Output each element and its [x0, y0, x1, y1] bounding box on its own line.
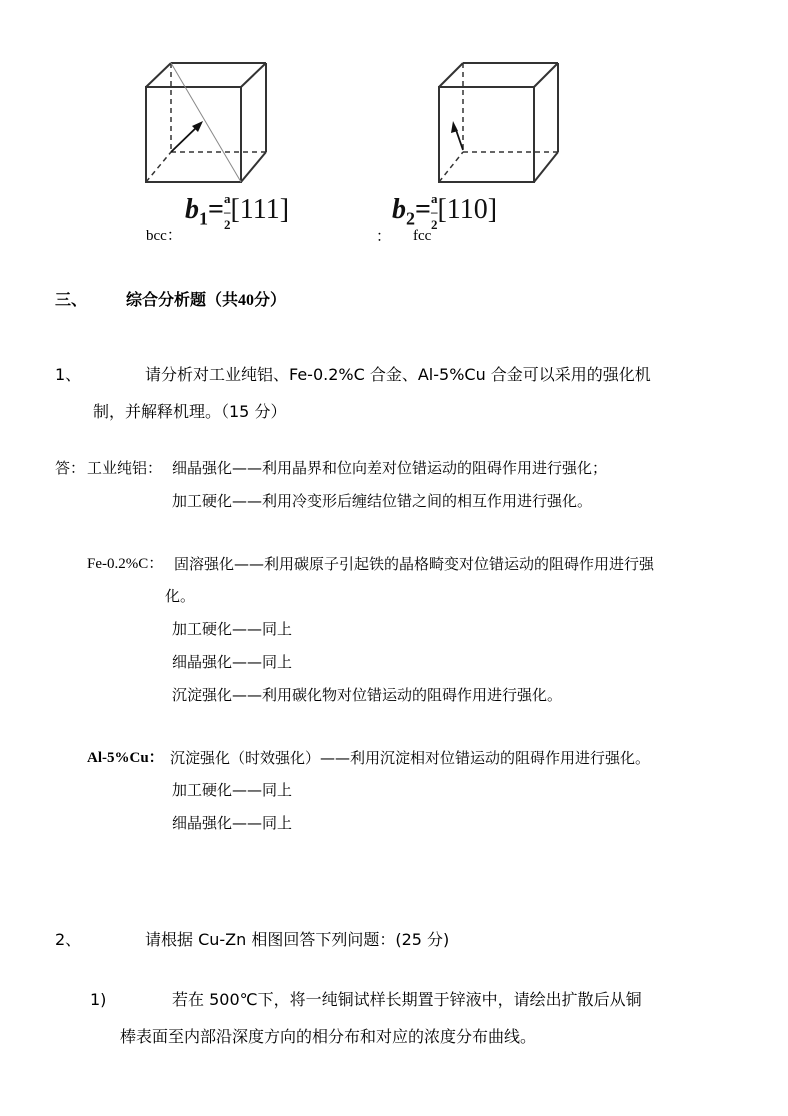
bcc-label: bcc： [146, 228, 182, 244]
formula-fraction: a – 2 [430, 191, 438, 232]
separator: ： [376, 227, 392, 245]
direction: [110] [437, 193, 498, 225]
q1-text-line1: 请分析对工业纯铝、Fe-0.2%C 合金、Al-5%Cu 合金可以采用的强化机 [145, 365, 651, 384]
q2-sub-line2: 棒表面至内部沿深度方向的相分布和对应的浓度分布曲线。 [120, 1027, 537, 1046]
answer-label: 答： [55, 459, 86, 477]
formula-b: b [392, 193, 406, 225]
numerator: a [430, 191, 438, 206]
q2-number: 2、 [55, 930, 82, 949]
material-al-cu: Al-5%Cu： [87, 750, 164, 766]
denominator: 2 [223, 217, 231, 232]
q2-sub-line1: 若在 500℃下，将一纯铜试样长期置于锌液中，请绘出扩散后从铜 [172, 990, 642, 1009]
answer-line: 加工硬化——利用冷变形后缠结位错之间的相互作用进行强化。 [172, 492, 593, 510]
answer-line: 化。 [165, 587, 196, 605]
answer-line: 加工硬化——同上 [172, 781, 293, 799]
material-fe-c: Fe-0.2%C： [87, 556, 164, 572]
section-title-text: 综合分析题（共 [126, 290, 239, 309]
fcc-label: fcc [413, 228, 432, 244]
direction: [111] [230, 193, 290, 225]
fcc-cube-diagram [0, 0, 788, 200]
denominator: 2 [430, 217, 438, 232]
answer-line: 加工硬化——同上 [172, 620, 293, 638]
answer-line: 细晶强化——利用晶界和位向差对位错运动的阻碍作用进行强化； [172, 459, 608, 477]
section-number: 三、 [55, 290, 88, 309]
section-title [126, 290, 286, 311]
q2-text: 请根据 Cu-Zn 相图回答下列问题：(25 分) [145, 930, 450, 949]
formula-sub: 2 [406, 208, 415, 229]
numerator: a [223, 191, 231, 206]
answer-line: 沉淀强化（时效强化）——利用沉淀相对位错运动的阻碍作用进行强化。 [170, 749, 651, 767]
answer-line: 细晶强化——同上 [172, 814, 293, 832]
formula-sub: 1 [199, 208, 208, 229]
section-points: 40 [238, 292, 255, 309]
q1-text-line2: 制，并解释机理。（15 分） [93, 402, 287, 421]
answer-line: 细晶强化——同上 [172, 653, 293, 671]
fcc-burgers-formula: $b_2=a$ – 2[110] [392, 191, 498, 232]
formula-b: b [185, 193, 199, 225]
q2-sub-number: 1) [90, 990, 107, 1009]
answer-line: 固溶强化——利用碳原子引起铁的晶格畸变对位错运动的阻碍作用进行强 [174, 555, 655, 573]
q1-number: 1、 [55, 365, 82, 384]
section-title-end: 分） [254, 290, 287, 309]
bcc-burgers-formula: $b_1=a$ – 2[111] [185, 191, 290, 232]
answer-line: 沉淀强化——利用碳化物对位错运动的阻碍作用进行强化。 [172, 686, 563, 704]
formula-fraction: a – 2 [223, 191, 231, 232]
material-pure-al: 工业纯铝： [87, 459, 163, 477]
